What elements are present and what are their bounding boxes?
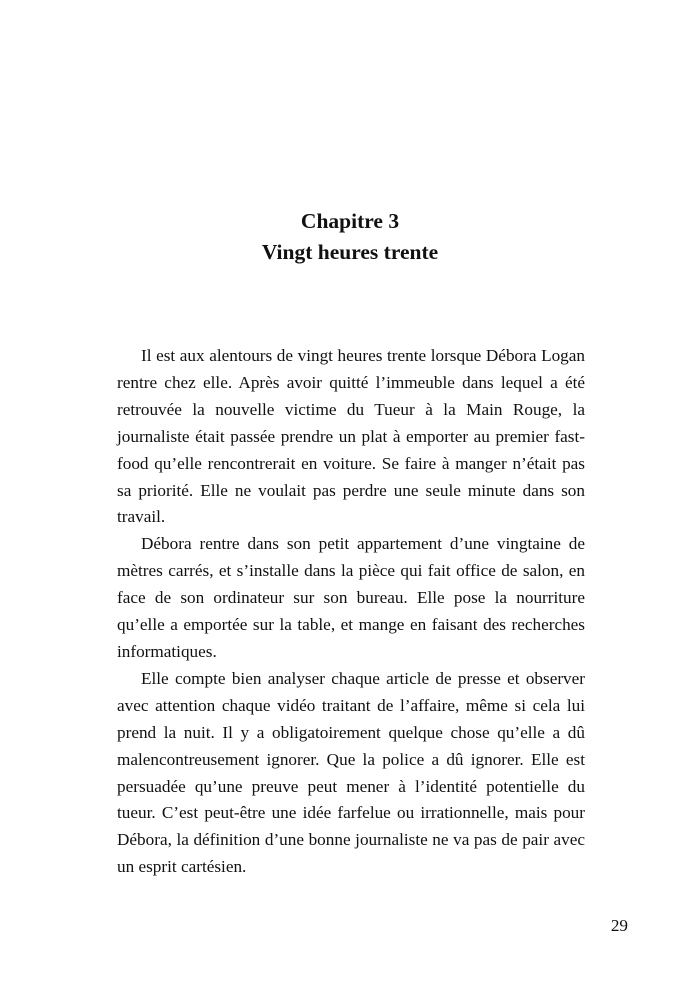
chapter-title: Vingt heures trente: [261, 240, 439, 264]
chapter-number: Chapitre 3: [300, 209, 400, 233]
paragraph: Débora rentre dans son petit appartement d’une vingtaine de mètres carrés, et s’installe dans la pièce qui fait office de salon, en face de son ordinateur sur son bureau. Elle pose la nourriture qu’elle a emportée sur la table, et mange en faisant des recherches informatiques.: [117, 534, 585, 661]
paragraph: Elle compte bien analyser chaque article de presse et observer avec attention chaque vidéo traitant de l’affaire, même si cela lui prend la nuit. Il y a obligatoirement quelque chose qu’elle a dû malencontreusement ignorer. Que la police a dû ignorer. Elle est persuadée qu’une preuve peut mener à l’identité potentielle du tueur. C’est peut-être une idée farfelue ou irrationnelle, mais pour Débora, la définition d’une bonne journaliste ne va pas de pair avec un esprit cartésien.: [117, 668, 585, 877]
chapter-heading: [0, 206, 700, 268]
page-number: 29: [610, 916, 628, 935]
chapter-body: [117, 343, 585, 881]
paragraph: Il est aux alentours de vingt heures trente lorsque Débora Logan rentre chez elle. Après avoir quitté l’immeuble dans lequel a été retrouvée la nouvelle victime du Tueur à la Main Rouge, la journaliste était passée prendre un plat à emporter au premier fast-food qu’elle rencontrerait en voiture. Se faire à manger n’était pas sa priorité. Elle ne voulait pas perdre une seule minute dans son travail.: [117, 346, 585, 527]
